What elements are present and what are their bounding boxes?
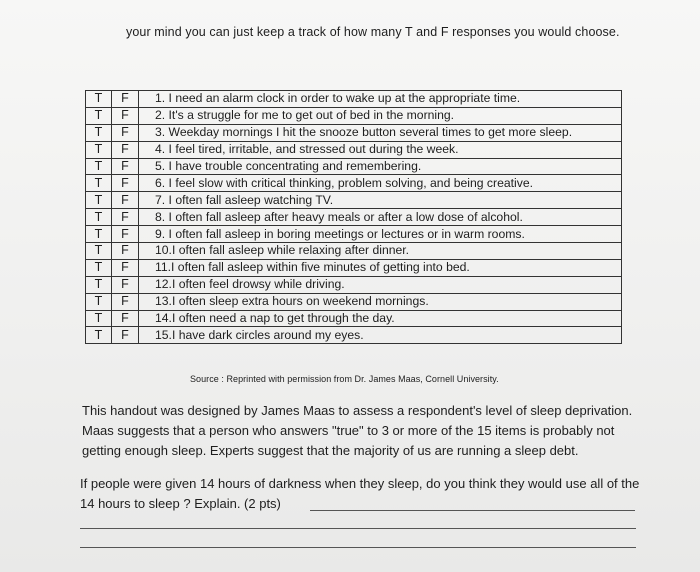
quiz-row (86, 226, 622, 243)
false-option[interactable]: F (112, 293, 139, 310)
false-option[interactable]: F (112, 259, 139, 276)
false-option[interactable]: F (112, 158, 139, 175)
false-option[interactable]: F (112, 327, 139, 344)
quiz-row (86, 192, 622, 209)
sleep-quiz-table (85, 90, 622, 344)
true-option[interactable]: T (86, 124, 112, 141)
quiz-statement: 13.I often sleep extra hours on weekend mornings. (139, 293, 622, 310)
answer-line-2[interactable] (80, 528, 636, 529)
true-option[interactable]: T (86, 259, 112, 276)
quiz-statement: 1. I need an alarm clock in order to wake up at the appropriate time. (139, 91, 622, 108)
quiz-statement: 10.I often fall asleep while relaxing after dinner. (139, 243, 622, 260)
false-option[interactable]: F (112, 310, 139, 327)
quiz-statement: 2. It's a struggle for me to get out of bed in the morning. (139, 107, 622, 124)
quiz-row (86, 310, 622, 327)
true-option[interactable]: T (86, 226, 112, 243)
quiz-row (86, 91, 622, 108)
false-option[interactable]: F (112, 192, 139, 209)
quiz-row (86, 141, 622, 158)
true-option[interactable]: T (86, 310, 112, 327)
quiz-statement: 8. I often fall asleep after heavy meals or after a low dose of alcohol. (139, 209, 622, 226)
true-option[interactable]: T (86, 243, 112, 260)
true-option[interactable]: T (86, 107, 112, 124)
quiz-row (86, 175, 622, 192)
true-option[interactable]: T (86, 158, 112, 175)
quiz-row (86, 276, 622, 293)
quiz-statement: 12.I often feel drowsy while driving. (139, 276, 622, 293)
quiz-statement: 4. I feel tired, irritable, and stressed out during the week. (139, 141, 622, 158)
quiz-row (86, 107, 622, 124)
true-option[interactable]: T (86, 175, 112, 192)
false-option[interactable]: F (112, 243, 139, 260)
quiz-statement: 6. I feel slow with critical thinking, problem solving, and being creative. (139, 175, 622, 192)
quiz-statement: 14.I often need a nap to get through the day. (139, 310, 622, 327)
handout-paragraph: This handout was designed by James Maas to assess a respondent's level of sleep deprivation. Maas suggests that a person who answers "true" to 3 or more of the 15 items is probably not getting enough sleep. Experts suggest that the majority of us are running a sleep debt. (82, 403, 633, 458)
quiz-row (86, 259, 622, 276)
true-option[interactable]: T (86, 209, 112, 226)
quiz-row (86, 243, 622, 260)
quiz-statement: 7. I often fall asleep watching TV. (139, 192, 622, 209)
quiz-statement: 5. I have trouble concentrating and remembering. (139, 158, 622, 175)
false-option[interactable]: F (112, 141, 139, 158)
true-option[interactable]: T (86, 192, 112, 209)
quiz-statement: 3. Weekday mornings I hit the snooze button several times to get more sleep. (139, 124, 622, 141)
true-option[interactable]: T (86, 276, 112, 293)
true-option[interactable]: T (86, 141, 112, 158)
false-option[interactable]: F (112, 209, 139, 226)
false-option[interactable]: F (112, 175, 139, 192)
false-option[interactable]: F (112, 276, 139, 293)
quiz-row (86, 209, 622, 226)
true-option[interactable]: T (86, 91, 112, 108)
false-option[interactable]: F (112, 91, 139, 108)
false-option[interactable]: F (112, 107, 139, 124)
intro-text: your mind you can just keep a track of how many T and F responses you would choose. (126, 25, 620, 39)
quiz-statement: 15.I have dark circles around my eyes. (139, 327, 622, 344)
quiz-body (86, 91, 622, 344)
essay-question: If people were given 14 hours of darkness when they sleep, do you think they would use all of the 14 hours to sleep ? Explain. (2 pts) (80, 476, 640, 511)
quiz-row (86, 158, 622, 175)
true-option[interactable]: T (86, 327, 112, 344)
quiz-row (86, 293, 622, 310)
quiz-statement: 9. I often fall asleep in boring meetings or lectures or in warm rooms. (139, 226, 622, 243)
answer-line-3[interactable] (80, 547, 636, 548)
true-option[interactable]: T (86, 293, 112, 310)
quiz-statement: 11.I often fall asleep within five minutes of getting into bed. (139, 259, 622, 276)
quiz-row (86, 124, 622, 141)
false-option[interactable]: F (112, 124, 139, 141)
quiz-row (86, 327, 622, 344)
false-option[interactable]: F (112, 226, 139, 243)
answer-line-1[interactable] (310, 510, 635, 511)
source-citation: Source : Reprinted with permission from Dr. James Maas, Cornell University. (190, 374, 499, 384)
